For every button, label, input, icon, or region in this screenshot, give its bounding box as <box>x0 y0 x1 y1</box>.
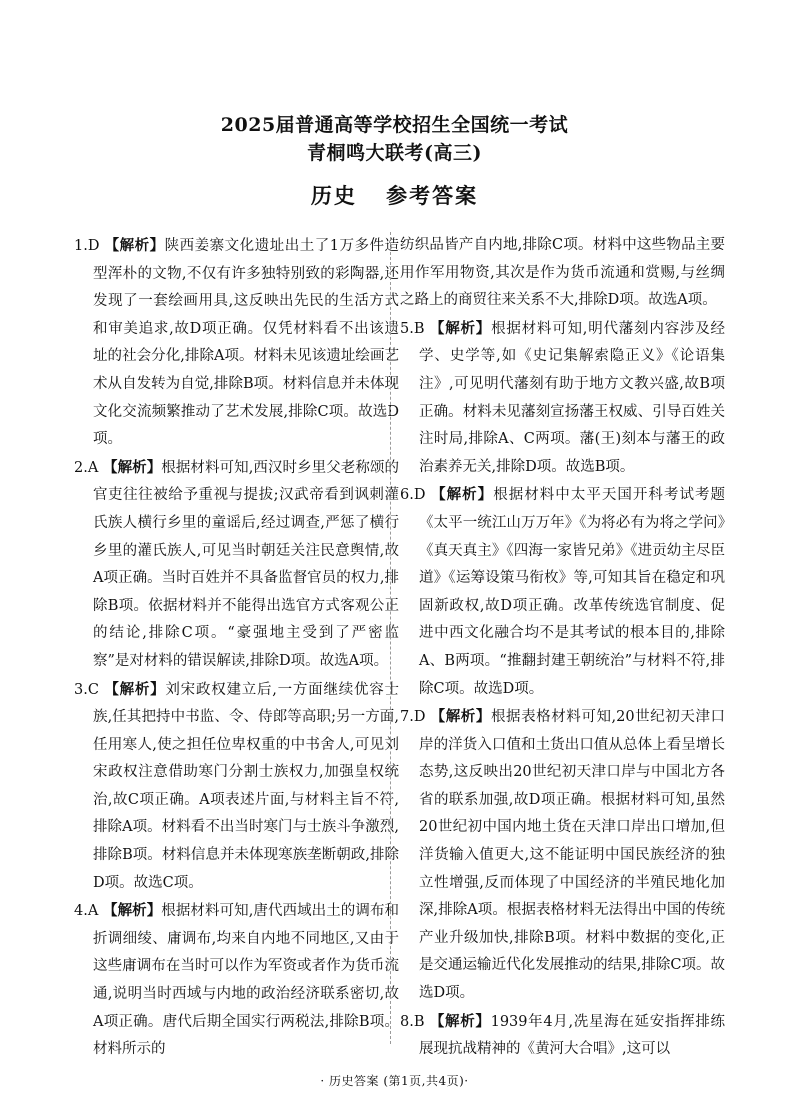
answer-label: 7.D <box>400 709 426 726</box>
analysis-tag: 【解析】 <box>429 1012 491 1030</box>
answer-item-3 <box>74 676 399 898</box>
answer-text: 纺织品皆产自内地,排除C项。材料中这些物品主要用作军用物资,其次是作为货币流通和赏赐,与丝绸之路上的商贸往来关系不大,排除D项。故选A项。 <box>400 237 725 309</box>
analysis-tag: 【解析】 <box>431 486 494 504</box>
answer-label: 6.D <box>400 487 426 504</box>
answer-item-4 <box>74 897 399 1064</box>
answer-text: 根据材料可知,明代藩刻内容涉及经学、史学等,如《史记集解索隐正义》《论语集注》,可见明代藩刻有助于地方文教兴盛,故B项正确。材料未见藩刻宣扬藩王权威、引导百姓关注时局,排除A、C两项。藩(王)刻本与藩王的政治素养无关,排除D项。故选B项。 <box>419 320 726 475</box>
answer-text: 1939年4月,冼星海在延安指挥排练展现抗战精神的《黄河大合唱》,这可以 <box>419 1013 726 1058</box>
exam-subtitle: 青桐鸣大联考(高三) <box>307 142 482 164</box>
answer-item-4-continued <box>400 232 725 315</box>
answer-label: 5.B <box>400 320 425 337</box>
answer-label: 2.A <box>74 459 99 476</box>
exam-title: 2025届普通高等学校招生全国统一考试 <box>220 114 569 136</box>
analysis-tag: 【解析】 <box>103 458 162 476</box>
answer-text: 根据材料可知,西汉时乡里父老称颂的官吏往往被给予重视与提拔;汉武帝看到讽刺灌氏族人横行乡里的童谣后,经过调查,严惩了横行乡里的灌氏族人,可见当时朝廷关注民意舆情,故A项正确。当时百姓并不具备监督官员的权力,排除B项。依据材料并不能得出选官方式客观公正的结论,排除C项。“豪强地主受到了严密监察”是对材料的错误解读,排除D项。故选A项。 <box>93 459 400 669</box>
analysis-tag: 【解析】 <box>104 680 166 698</box>
analysis-tag: 【解析】 <box>429 319 492 337</box>
answer-item-2 <box>74 454 399 676</box>
answer-text: 刘宋政权建立后,一方面继续优容士族,任其把持中书监、令、侍郎等高职;另一方面,任用寒人,使之担任位卑权重的中书舍人,可见刘宋政权注意借助寒门分割士族权力,加强皇权统治,故C项正确。A项表述片面,与材料主旨不符,排除A项。材料看不出当时寒门与士族斗争激烈,排除B项。材料信息并未体现寒族垄断朝政,排除D项。故选C项。 <box>93 681 400 891</box>
analysis-tag: 【解析】 <box>430 708 491 726</box>
answer-label: 3.C <box>74 681 99 698</box>
answer-text: 根据材料可知,唐代西域出土的调布和折调细绫、庸调布,均来自内地不同地区,又由于这些庸调布在当时可以作为军资或者作为货币流通,说明当时西域与内地的政治经济联系密切,故A项正确。唐代后期全国实行两税法,排除B项。材料所示的 <box>93 903 400 1058</box>
page-footer: · 历史答案 (第1页,共4页)· <box>320 1074 469 1088</box>
column-divider <box>390 232 391 1044</box>
answer-label: 8.B <box>400 1013 425 1030</box>
analysis-tag: 【解析】 <box>103 902 162 920</box>
answer-text: 根据表格材料可知,20世纪初天津口岸的洋货入口值和土货出口值从总体上看呈增长态势,这反映出20世纪初天津口岸与中国北方各省的联系加强,故D项正确。根据材料可知,虽然20世纪初中国内地土货在天津口岸出口增加,但洋货输入值更大,这不能证明中国民族经济的独立性增强,反而体现了中国经济的半殖民地化加深,排除A项。根据表格材料无法得出中国的传统产业升级加快,排除B项。材料中数据的变化,正是交通运输近代化发展推动的结果,排除C项。故选D项。 <box>419 709 726 1002</box>
answer-label: 1.D <box>74 238 100 254</box>
right-column <box>400 232 725 1064</box>
analysis-tag: 【解析】 <box>104 237 165 254</box>
answer-item-7 <box>400 703 725 1008</box>
answer-text: 根据材料中太平天国开科考试考题《太平一统江山万万年》《为将必有为将之学问》《真天真主》《四海一家皆兄弟》《进贡幼主尽臣道》《运筹设策马衔枚》等,可知其旨在稳定和巩固新政权,故D项正确。改革传统选官制度、促进中西文化融合均不是其考试的根本目的,排除A、B两项。“推翻封建王朝统治”与材料不符,排除C项。故选D项。 <box>419 487 726 697</box>
answer-item-8 <box>400 1008 725 1064</box>
answer-item-1 <box>74 232 399 454</box>
answer-label: 4.A <box>74 903 99 920</box>
left-column <box>74 232 399 1064</box>
answer-item-6 <box>400 481 725 703</box>
subject-heading: 历史 参考答案 <box>310 183 479 208</box>
answer-text: 陕西姜寨文化遗址出土了1万多件造型浑朴的文物,不仅有许多独特别致的彩陶器,还发现了一套绘画用具,这反映出先民的生活方式和审美追求,故D项正确。仅凭材料看不出该遗址的社会分化,排除A项。材料未见该遗址绘画艺术从自发转为自觉,排除B项。材料信息并未体现文化交流频繁推动了艺术发展,排除C项。故选D项。 <box>93 238 400 448</box>
answer-item-5 <box>400 315 725 482</box>
